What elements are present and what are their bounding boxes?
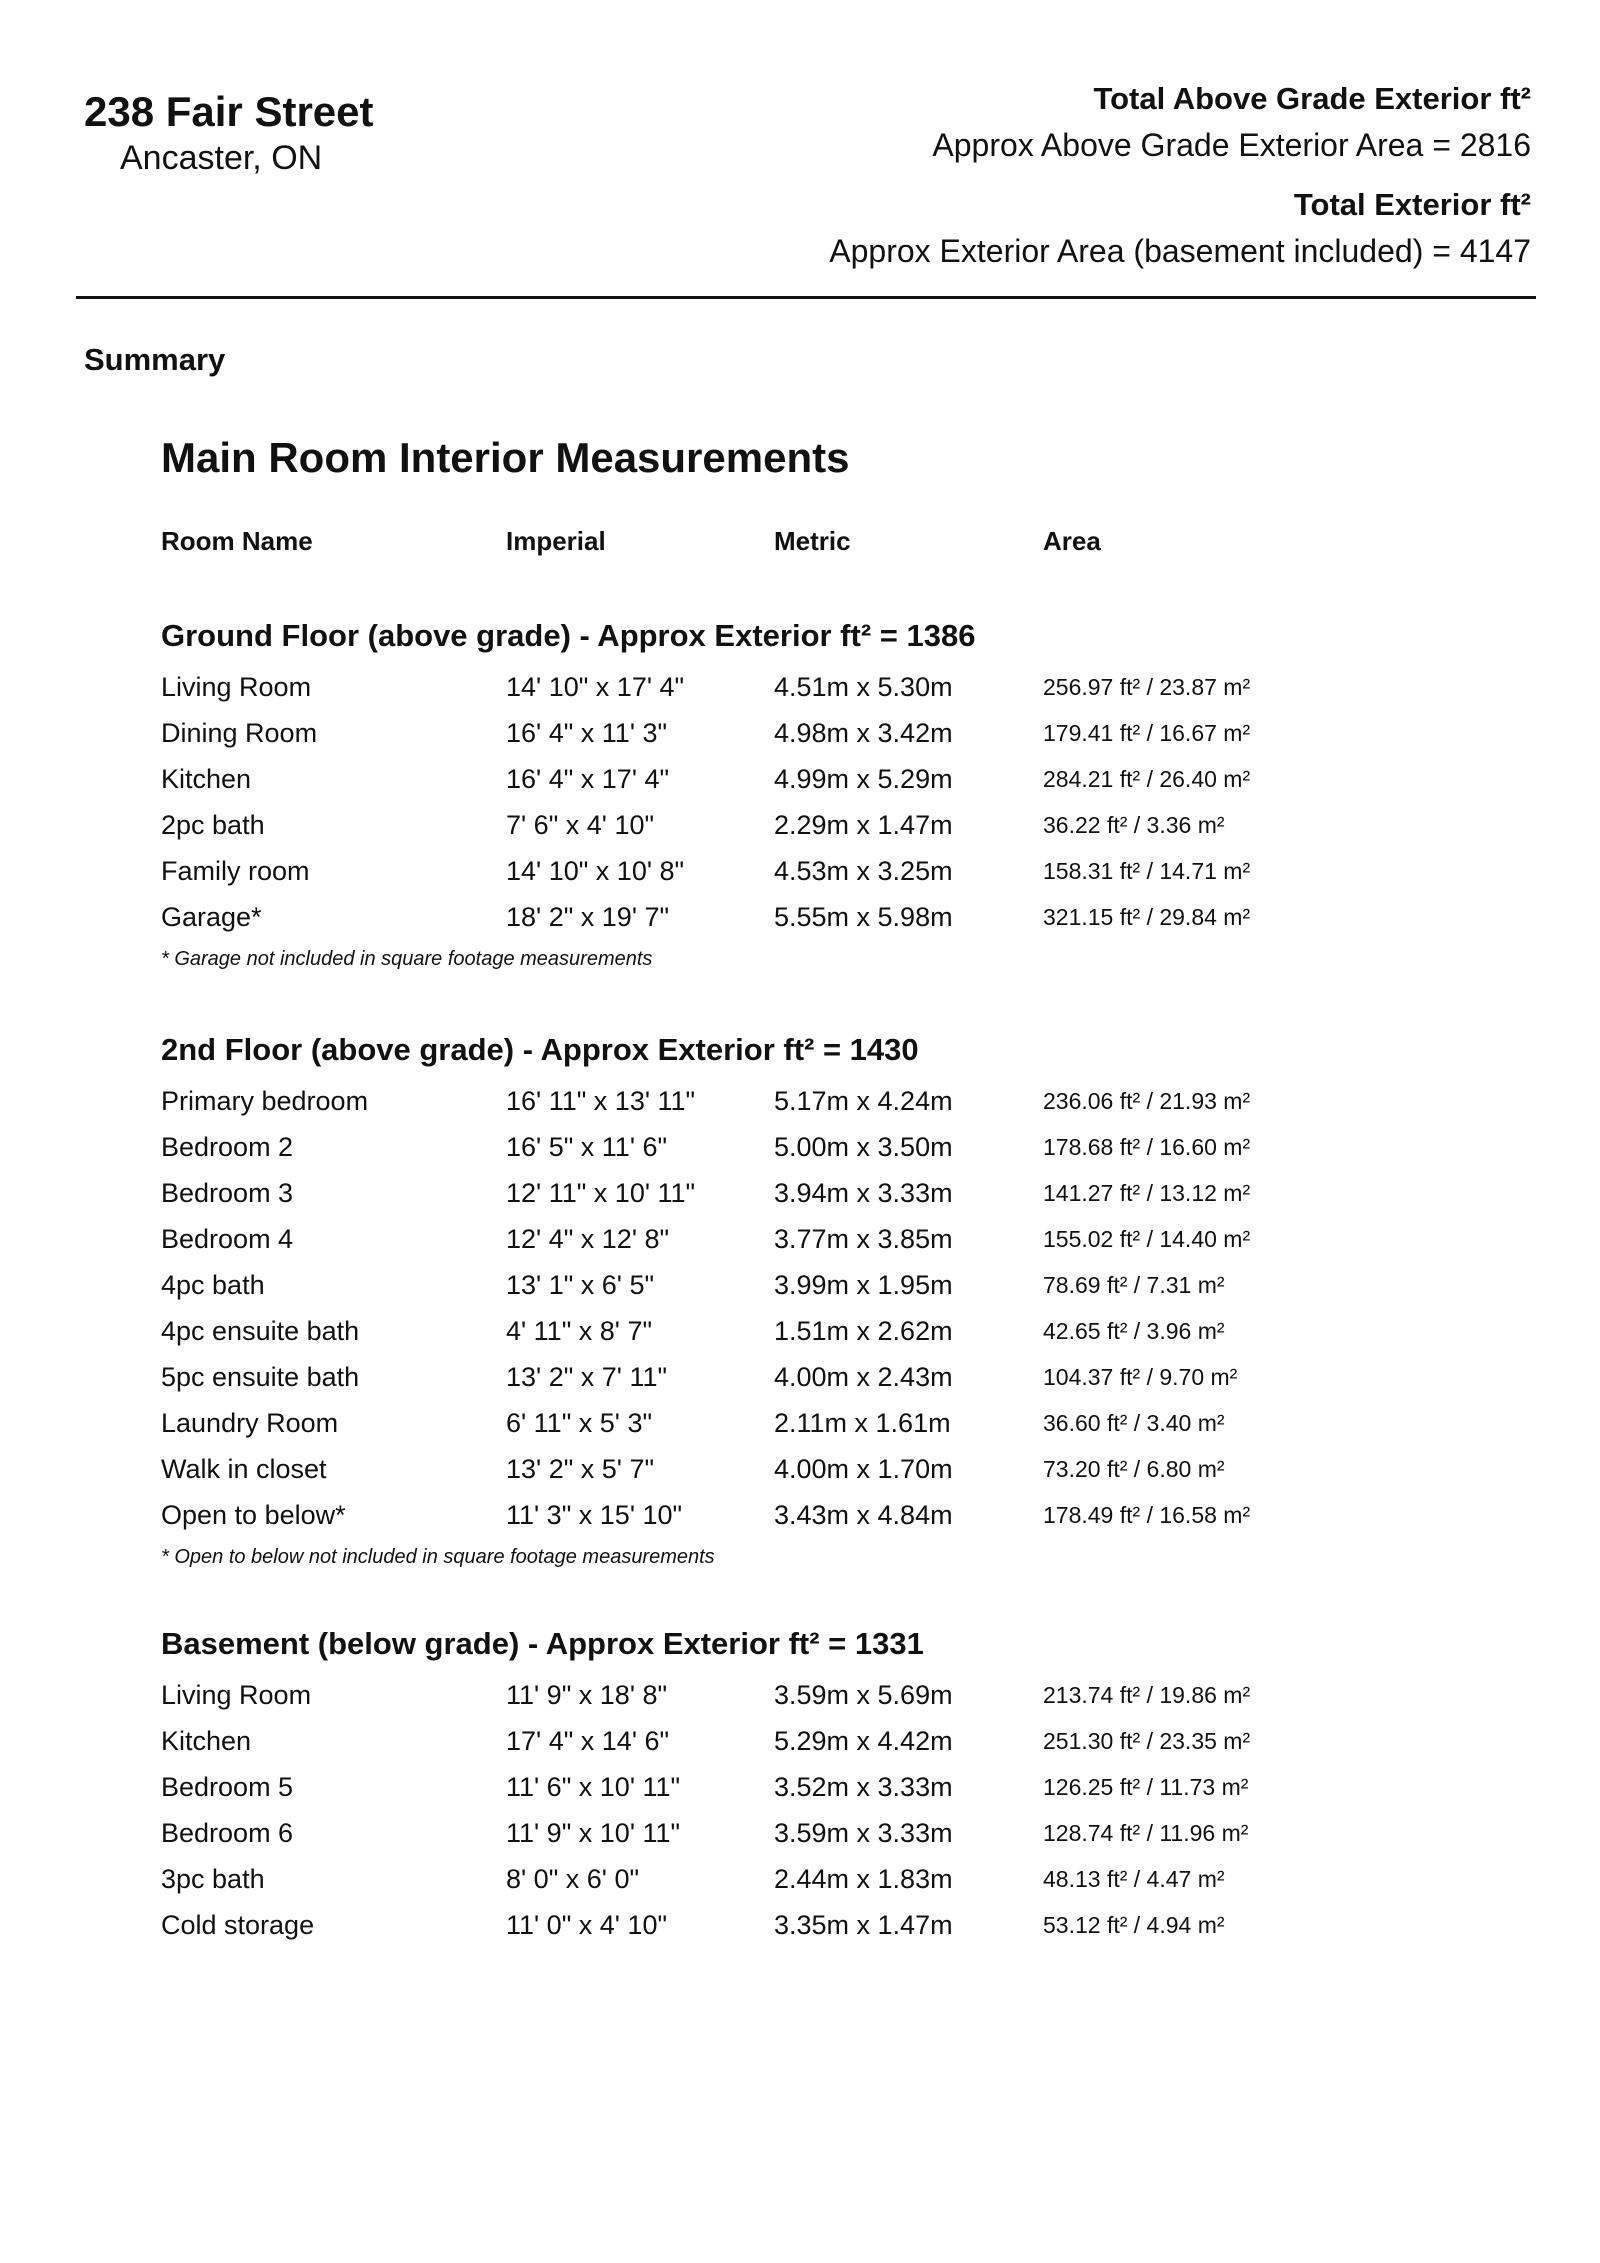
floor-footnote: * Open to below not included in square footage measurements <box>161 1546 715 1568</box>
room-imperial: 11' 9" x 18' 8" <box>506 1680 668 1710</box>
floor-title: Ground Floor (above grade) - Approx Exterior ft² = 1386 <box>161 618 976 653</box>
floor-title: Basement (below grade) - Approx Exterior ft² = 1331 <box>161 1626 924 1661</box>
room-metric: 2.11m x 1.61m <box>774 1408 951 1438</box>
room-metric: 5.29m x 4.42m <box>774 1726 953 1756</box>
room-metric: 3.99m x 1.95m <box>774 1270 953 1300</box>
column-header-area: Area <box>1043 526 1101 556</box>
room-area: 251.30 ft² / 23.35 m² <box>1043 1728 1251 1754</box>
room-imperial: 11' 6" x 10' 11" <box>506 1772 681 1802</box>
room-metric: 3.59m x 5.69m <box>774 1680 953 1710</box>
room-name: Kitchen <box>161 1726 252 1756</box>
floor-title: 2nd Floor (above grade) - Approx Exterior ft² = 1430 <box>161 1032 919 1067</box>
room-name: Bedroom 4 <box>161 1224 294 1254</box>
room-name: Bedroom 3 <box>161 1178 294 1208</box>
room-area: 126.25 ft² / 11.73 m² <box>1043 1774 1249 1800</box>
room-area: 236.06 ft² / 21.93 m² <box>1043 1088 1251 1114</box>
room-metric: 4.00m x 1.70m <box>774 1454 953 1484</box>
room-metric: 3.94m x 3.33m <box>774 1178 953 1208</box>
table-row <box>161 1354 1421 1400</box>
table-row <box>161 756 1421 802</box>
table-row <box>161 1810 1421 1856</box>
room-name: Walk in closet <box>161 1454 327 1484</box>
table-row <box>161 1124 1421 1170</box>
table-row <box>161 710 1421 756</box>
column-header-imperial: Imperial <box>506 526 606 556</box>
room-area: 36.22 ft² / 3.36 m² <box>1043 812 1225 838</box>
room-area: 321.15 ft² / 29.84 m² <box>1043 904 1251 930</box>
room-name: Living Room <box>161 672 312 702</box>
room-imperial: 17' 4" x 14' 6" <box>506 1726 670 1756</box>
room-metric: 5.17m x 4.24m <box>774 1086 953 1116</box>
table-row <box>161 664 1421 710</box>
floor-section <box>161 616 1421 974</box>
table-row <box>161 1078 1421 1124</box>
room-imperial: 13' 1" x 6' 5" <box>506 1270 655 1300</box>
table-row <box>161 848 1421 894</box>
room-metric: 4.53m x 3.25m <box>774 856 953 886</box>
room-imperial: 12' 11" x 10' 11" <box>506 1178 696 1208</box>
room-imperial: 16' 4" x 11' 3" <box>506 718 668 748</box>
address-city: Ancaster, ON <box>120 139 323 177</box>
room-area: 128.74 ft² / 11.96 m² <box>1043 1820 1249 1846</box>
room-imperial: 4' 11" x 8' 7" <box>506 1316 653 1346</box>
address-street: 238 Fair Street <box>84 88 374 135</box>
room-metric: 4.51m x 5.30m <box>774 672 953 702</box>
room-imperial: 16' 5" x 11' 6" <box>506 1132 668 1162</box>
table-row <box>161 1856 1421 1902</box>
above-grade-title: Total Above Grade Exterior ft² <box>1093 81 1531 116</box>
room-area: 78.69 ft² / 7.31 m² <box>1043 1272 1225 1298</box>
table-row <box>161 1262 1421 1308</box>
table-row <box>161 1902 1421 1948</box>
table-row <box>161 802 1421 848</box>
column-header-metric: Metric <box>774 526 851 556</box>
room-metric: 3.77m x 3.85m <box>774 1224 953 1254</box>
room-name: 5pc ensuite bath <box>161 1362 360 1392</box>
room-name: Living Room <box>161 1680 312 1710</box>
room-area: 104.37 ft² / 9.70 m² <box>1043 1364 1238 1390</box>
room-metric: 3.52m x 3.33m <box>774 1772 953 1802</box>
room-metric: 5.55m x 5.98m <box>774 902 953 932</box>
room-metric: 5.00m x 3.50m <box>774 1132 953 1162</box>
room-imperial: 14' 10" x 17' 4" <box>506 672 685 702</box>
room-imperial: 7' 6" x 4' 10" <box>506 810 655 840</box>
room-imperial: 11' 3" x 15' 10" <box>506 1500 683 1530</box>
floor-section <box>161 1030 1421 1572</box>
room-area: 73.20 ft² / 6.80 m² <box>1043 1456 1225 1482</box>
room-metric: 3.43m x 4.84m <box>774 1500 953 1530</box>
room-area: 42.65 ft² / 3.96 m² <box>1043 1318 1225 1344</box>
floor-footnote: * Garage not included in square footage measurements <box>161 948 653 970</box>
room-metric: 2.29m x 1.47m <box>774 810 953 840</box>
room-name: 4pc bath <box>161 1270 265 1300</box>
room-area: 48.13 ft² / 4.47 m² <box>1043 1866 1225 1892</box>
room-area: 36.60 ft² / 3.40 m² <box>1043 1410 1225 1436</box>
room-imperial: 18' 2" x 19' 7" <box>506 902 670 932</box>
room-metric: 4.99m x 5.29m <box>774 764 953 794</box>
room-list <box>161 664 1421 940</box>
room-imperial: 13' 2" x 5' 7" <box>506 1454 655 1484</box>
table-row <box>161 1400 1421 1446</box>
room-area: 178.68 ft² / 16.60 m² <box>1043 1134 1251 1160</box>
room-imperial: 12' 4" x 12' 8" <box>506 1224 670 1254</box>
room-area: 213.74 ft² / 19.86 m² <box>1043 1682 1251 1708</box>
room-area: 179.41 ft² / 16.67 m² <box>1043 720 1251 746</box>
room-imperial: 13' 2" x 7' 11" <box>506 1362 668 1392</box>
column-header-room: Room Name <box>161 526 313 556</box>
floor-section <box>161 1624 1421 1948</box>
room-list <box>161 1078 1421 1538</box>
room-name: Open to below* <box>161 1500 346 1530</box>
room-area: 53.12 ft² / 4.94 m² <box>1043 1912 1225 1938</box>
room-name: 3pc bath <box>161 1864 265 1894</box>
room-name: Dining Room <box>161 718 318 748</box>
room-metric: 3.59m x 3.33m <box>774 1818 953 1848</box>
table-row <box>161 1718 1421 1764</box>
room-name: Kitchen <box>161 764 252 794</box>
room-area: 141.27 ft² / 13.12 m² <box>1043 1180 1251 1206</box>
total-exterior-value: Approx Exterior Area (basement included) = 4147 <box>829 233 1531 269</box>
column-headers <box>161 526 1421 566</box>
table-row <box>161 1446 1421 1492</box>
room-area: 256.97 ft² / 23.87 m² <box>1043 674 1251 700</box>
measurements-section <box>161 430 1421 1948</box>
property-address <box>84 86 384 178</box>
room-area: 158.31 ft² / 14.71 m² <box>1043 858 1251 884</box>
room-name: Cold storage <box>161 1910 315 1940</box>
room-name: Bedroom 5 <box>161 1772 294 1802</box>
room-imperial: 14' 10" x 10' 8" <box>506 856 685 886</box>
room-metric: 2.44m x 1.83m <box>774 1864 953 1894</box>
header-divider <box>76 296 1536 299</box>
table-row <box>161 1170 1421 1216</box>
room-imperial: 16' 11" x 13' 11" <box>506 1086 696 1116</box>
room-imperial: 8' 0" x 6' 0" <box>506 1864 640 1894</box>
page-title: Main Room Interior Measurements <box>161 434 850 481</box>
table-row <box>161 1672 1421 1718</box>
room-name: 2pc bath <box>161 810 265 840</box>
total-exterior-title: Total Exterior ft² <box>1293 187 1531 222</box>
table-row <box>161 894 1421 940</box>
room-name: Garage* <box>161 902 262 932</box>
room-area: 178.49 ft² / 16.58 m² <box>1043 1502 1251 1528</box>
floor-sections <box>161 616 1421 1948</box>
room-imperial: 16' 4" x 17' 4" <box>506 764 670 794</box>
room-name: 4pc ensuite bath <box>161 1316 360 1346</box>
room-area: 155.02 ft² / 14.40 m² <box>1043 1226 1251 1252</box>
area-totals <box>631 76 1531 274</box>
above-grade-value: Approx Above Grade Exterior Area = 2816 <box>932 127 1531 163</box>
room-metric: 4.00m x 2.43m <box>774 1362 953 1392</box>
room-name: Bedroom 6 <box>161 1818 294 1848</box>
table-row <box>161 1216 1421 1262</box>
room-list <box>161 1672 1421 1948</box>
table-row <box>161 1492 1421 1538</box>
room-area: 284.21 ft² / 26.40 m² <box>1043 766 1251 792</box>
room-imperial: 6' 11" x 5' 3" <box>506 1408 653 1438</box>
table-row <box>161 1764 1421 1810</box>
room-name: Primary bedroom <box>161 1086 369 1116</box>
room-metric: 3.35m x 1.47m <box>774 1910 953 1940</box>
room-imperial: 11' 9" x 10' 11" <box>506 1818 681 1848</box>
room-imperial: 11' 0" x 4' 10" <box>506 1910 668 1940</box>
room-metric: 1.51m x 2.62m <box>774 1316 953 1346</box>
table-row <box>161 1308 1421 1354</box>
room-name: Family room <box>161 856 310 886</box>
room-name: Laundry Room <box>161 1408 339 1438</box>
room-metric: 4.98m x 3.42m <box>774 718 953 748</box>
room-name: Bedroom 2 <box>161 1132 294 1162</box>
summary-heading: Summary <box>84 342 226 377</box>
